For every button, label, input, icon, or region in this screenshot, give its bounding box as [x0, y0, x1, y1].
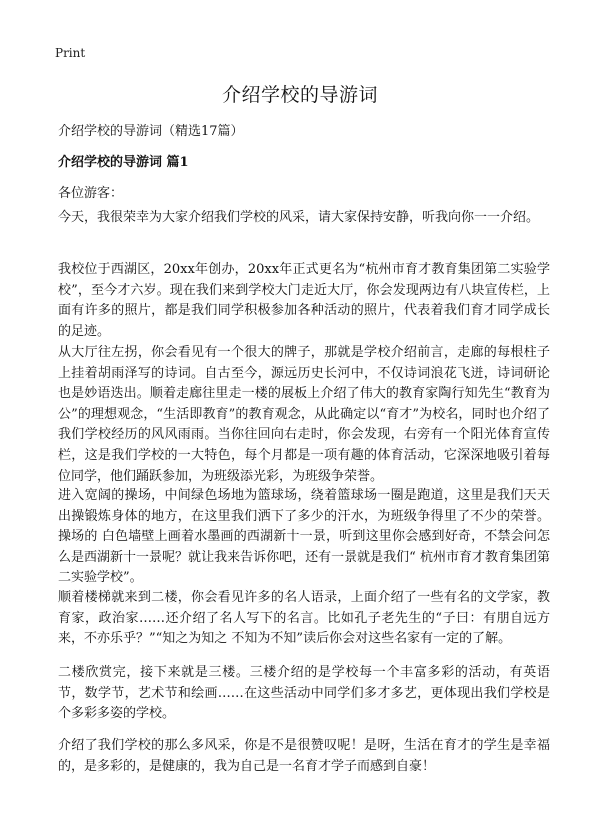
- paragraph-playground: 进入宽阔的操场，中间绿色场地为篮球场，绕着篮球场一圈是跑道，这里是我们天天出操锻炼身体的地方，在这里我们洒下了多少的汗水，为班级争得里了不少的荣誉。操场的 白色墙壁上画着水墨画的西湖新十一景，听到这里你会感到好奇，不禁会问怎么是西湖新十一景呢？就让我来告诉你吧，还有一景就是我们“ 杭州市育才教育集团第二实验学校”。: [58, 488, 550, 586]
- document-title: 介绍学校的导游词: [221, 84, 378, 106]
- paragraph-second-floor: 顺着楼梯就来到二楼，你会看见许多的名人语录，上面介绍了一些有名的文学家，教育家，政治家……还介绍了名人写下的名言。比如孔子老先生的“子曰：有朋自远方来，不亦乐乎？”“知之为知之 不知为不知”读后你会对这些名家有一定的了解。: [58, 590, 550, 647]
- paragraph-third-floor: 二楼欣赏完，接下来就是三楼。三楼介绍的是学校每一个丰富多彩的活动，有英语节，数学节，艺术节和绘画……在这些活动中同学们多才多艺，更体现出我们学校是个多彩多姿的学校。: [58, 665, 550, 722]
- section-heading: 介绍学校的导游词 篇1: [58, 155, 189, 170]
- document-subtitle: 介绍学校的导游词（精选17篇）: [58, 124, 244, 139]
- paragraph-intro: 今天，我很荣幸为大家介绍我们学校的风采，请大家保持安静，听我向你一一介绍。: [58, 210, 540, 225]
- print-link[interactable]: Print: [55, 46, 86, 60]
- paragraph-hall: 从大厅往左拐，你会看见有一个很大的牌子，那就是学校介绍前言，走廊的每根柱子上挂着胡雨泽写的诗词。自古至今，源远历史长河中，不仅诗词浪花飞迸，诗词研论也是妙语迭出。顺着走廊往里走一楼的展板上介绍了伟大的教育家陶行知先生“教育为公”的理想观念，“生活即教育”的教育观念，从此确定以“育才”为校名，同时也介绍了我们学校经历的风风雨雨。当你往回向右走时，你会发现，右旁有一个阳光体育宣传栏，这是我们学校的一大特色，每个月都是一项有趣的体育活动，它深深地吸引着每位同学，他们踊跃参加，为班级添光彩，为班级争荣誉。: [58, 345, 550, 484]
- paragraph-conclusion: 介绍了我们学校的那么多风采，你是不是很赞叹呢！是呀，生活在育才的学生是幸福的，是多彩的，是健康的，我为自己是一名育才学子而感到自豪！: [58, 738, 550, 774]
- greeting: 各位游客：: [58, 186, 124, 201]
- paragraph-school-location: 我校位于西湖区，20xx年创办，20xx年正式更名为“杭州市育才教育集团第二实验学校”，至今才六岁。现在我们来到学校大门走近大厅，你会发现两边有八块宣传栏，上面有许多的照片，都是我们同学积极参加各种活动的照片，代表着我们育才同学成长的足迹。: [58, 262, 550, 339]
